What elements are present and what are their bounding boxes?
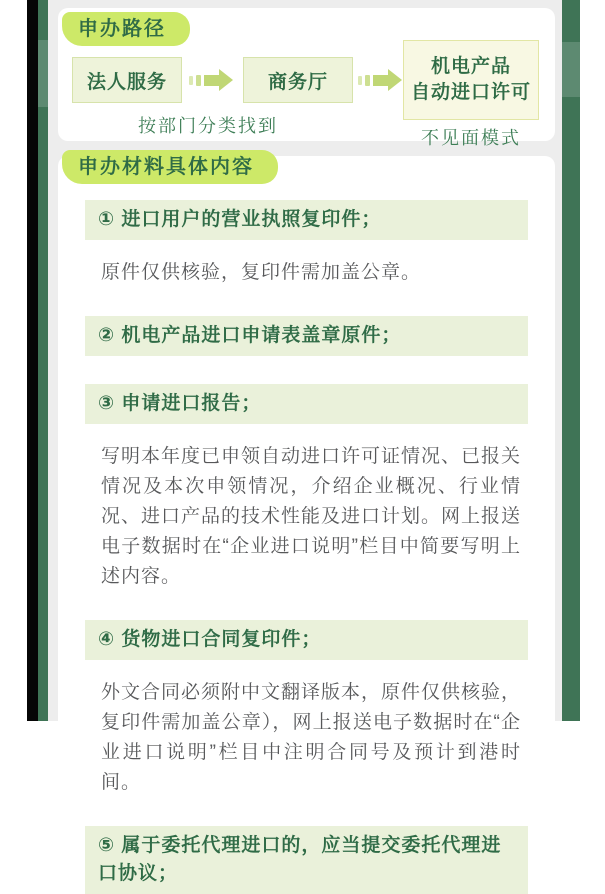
materials-section-title: 申办材料具体内容 bbox=[62, 150, 278, 184]
material-note-4: 外文合同必须附中文翻译版本，原件仅供核验，复印件需加盖公章），网上报送电子数据时在“企业进口说明”栏目中注明合同号及预计到港时间。 bbox=[101, 682, 522, 793]
flow-step-commerce-dept bbox=[243, 57, 353, 103]
left-green-strip-highlight bbox=[38, 40, 48, 107]
list-item bbox=[58, 200, 555, 288]
materials-card bbox=[58, 156, 555, 884]
flow-step-legal-service bbox=[72, 57, 182, 103]
flow-caption-no-meeting-mode: 不见面模式 bbox=[421, 128, 521, 148]
flow-caption-find-by-dept: 按部门分类找到 bbox=[138, 116, 278, 136]
material-heading-2: ② 机电产品进口申请表盖章原件； bbox=[85, 316, 528, 356]
material-note-3: 写明本年度已申领自动进口许可证情况、已报关情况及本次申领情况，介绍企业概况、行业情况、进口产品的技术性能及进口计划。网上报送电子数据时在“企业进口说明”栏目中简要写明上述内容。 bbox=[101, 446, 522, 587]
list-item bbox=[58, 620, 555, 798]
materials-list bbox=[58, 156, 555, 894]
right-green-strip bbox=[562, 0, 580, 721]
material-heading-4: ④ 货物进口合同复印件； bbox=[85, 620, 528, 660]
flow-arrow-icon bbox=[358, 69, 402, 91]
material-note-1: 原件仅供核验，复印件需加盖公章。 bbox=[101, 262, 422, 283]
left-black-strip bbox=[27, 0, 38, 721]
list-item bbox=[58, 316, 555, 356]
material-heading-1: ① 进口用户的营业执照复印件； bbox=[85, 200, 528, 240]
right-green-strip-highlight bbox=[562, 42, 580, 97]
flow-step-auto-import-license bbox=[403, 40, 539, 120]
material-heading-5: ⑤ 属于委托代理进口的，应当提交委托代理进口协议； bbox=[85, 826, 528, 894]
flow-step-label: 法人服务 bbox=[86, 71, 167, 93]
flow-step-label-line2: 自动进口许可 bbox=[410, 82, 531, 103]
route-section-title: 申办路径 bbox=[62, 12, 190, 46]
material-heading-3: ③ 申请进口报告； bbox=[85, 384, 528, 424]
flow-step-label: 商务厅 bbox=[267, 71, 328, 93]
list-item bbox=[58, 384, 555, 592]
list-item bbox=[58, 826, 555, 894]
left-green-strip bbox=[38, 0, 48, 721]
flow-step-label-line1: 机电产品 bbox=[430, 56, 511, 77]
flow-arrow-icon bbox=[189, 69, 233, 91]
